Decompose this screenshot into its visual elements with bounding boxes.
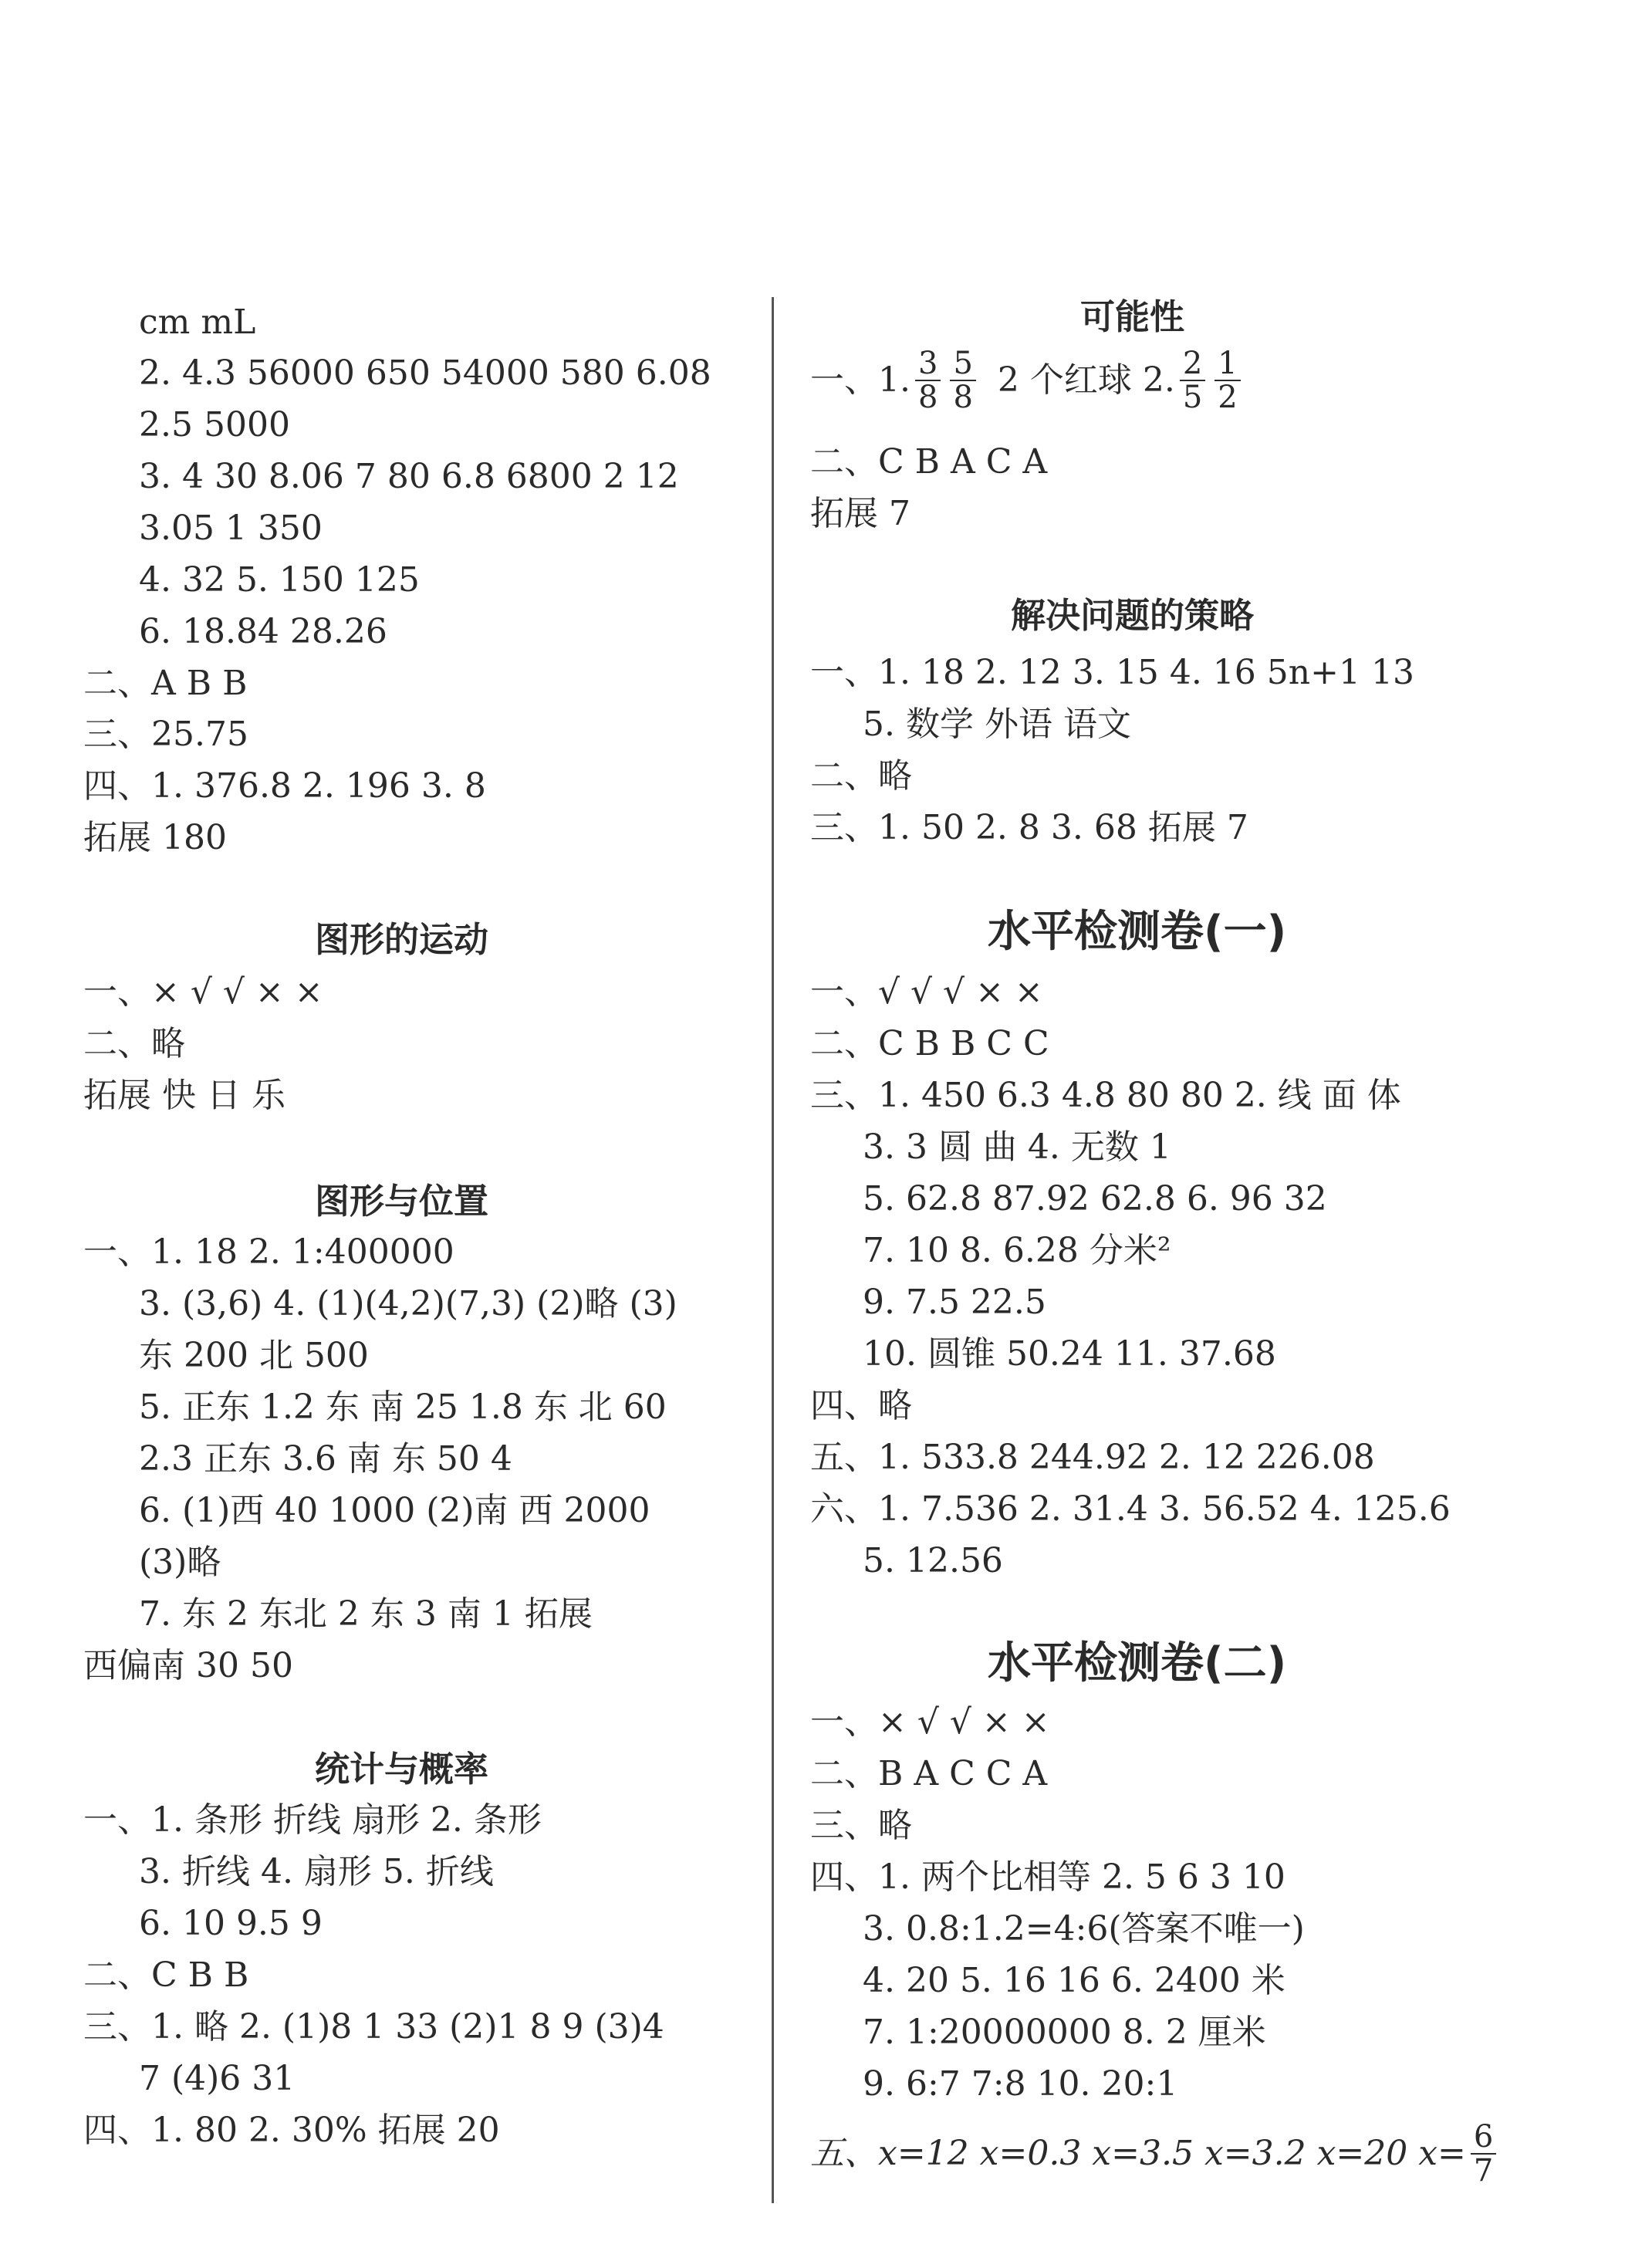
answer-line: 一、1. 18 2. 12 3. 15 4. 16 5n+1 13: [810, 653, 1414, 692]
answer-line: 7. 1:20000000 8. 2 厘米: [863, 2013, 1266, 2052]
column-divider: [772, 297, 774, 2203]
answer-line: 拓展 快 日 乐: [83, 1076, 285, 1115]
answer-line: 二、C B A C A: [810, 442, 1048, 482]
fraction: $\frac{1}{2}$: [1215, 347, 1240, 414]
answer-line: 6. (1)西 40 1000 (2)南 西 2000: [139, 1491, 650, 1530]
section-title-possibility: 可能性: [1080, 296, 1185, 337]
answer-line: 5. 12.56: [863, 1541, 1003, 1580]
fraction: $\frac{2}{5}$: [1180, 347, 1205, 414]
answer-line: 二、略: [810, 756, 912, 796]
section-title-test-2: 水平检测卷(二): [988, 1638, 1287, 1688]
fraction: $\frac{5}{8}$: [950, 347, 975, 414]
answer-line: 西偏南 30 50: [83, 1646, 293, 1685]
answer-line: 拓展 180: [83, 818, 227, 857]
answer-line: 6. 10 9.5 9: [139, 1904, 323, 1943]
answer-line: 3. 4 30 8.06 7 80 6.8 6800 2 12: [139, 457, 679, 496]
answer-line: 二、C B B C C: [810, 1024, 1049, 1063]
answer-line: 一、× √ √ × ×: [810, 1702, 1050, 1742]
section-title-stats: 统计与概率: [315, 1749, 489, 1790]
answer-line: 一、√ √ √ × ×: [810, 972, 1043, 1012]
answer-line: 四、1. 两个比相等 2. 5 6 3 10: [810, 1857, 1285, 1897]
answer-line: 2. 4.3 56000 650 54000 580 6.08: [139, 353, 711, 393]
answer-line: 3. 0.8:1.2=4:6(答案不唯一): [863, 1909, 1305, 1949]
answer-line: 二、略: [83, 1024, 185, 1063]
answer-text: 2 个红球 2.: [997, 360, 1175, 400]
answer-line: 四、1. 376.8 2. 196 3. 8: [83, 766, 486, 806]
fraction: $\frac{6}{7}$: [1471, 2121, 1496, 2187]
answer-line: 3. 折线 4. 扇形 5. 折线: [139, 1852, 494, 1891]
answer-line-equations: [810, 2121, 1501, 2187]
answer-line: 5. 正东 1.2 东 南 25 1.8 东 北 60: [139, 1388, 667, 1427]
answer-line: 三、略: [810, 1806, 912, 1845]
answer-line: 三、25.75: [83, 715, 248, 754]
answer-line: 五、1. 533.8 244.92 2. 12 226.08: [810, 1438, 1375, 1477]
answer-line: 4. 32 5. 150 125: [139, 560, 420, 600]
answer-line: 三、1. 略 2. (1)8 1 33 (2)1 8 9 (3)4: [83, 2007, 664, 2047]
answer-line: 三、1. 450 6.3 4.8 80 80 2. 线 面 体: [810, 1076, 1401, 1115]
section-title-strategy: 解决问题的策略: [1011, 595, 1255, 636]
answer-line: 3. 3 圆 曲 4. 无数 1: [863, 1127, 1171, 1167]
answer-line: 5. 62.8 87.92 62.8 6. 96 32: [863, 1179, 1327, 1219]
answer-line: 拓展 7: [810, 494, 910, 533]
answer-line: 一、1. 18 2. 1:400000: [83, 1232, 454, 1272]
answer-line: 2.5 5000: [139, 405, 290, 444]
answer-line-fractions: [810, 347, 1245, 414]
answer-line: 三、1. 50 2. 8 3. 68 拓展 7: [810, 808, 1248, 847]
answer-line: 9. 7.5 22.5: [863, 1283, 1046, 1322]
answer-line: 7 (4)6 31: [139, 2059, 296, 2098]
answer-line: 一、× √ √ × ×: [83, 972, 323, 1012]
answer-text: 五、x=12 x=0.3 x=3.5 x=3.2 x=20 x=: [810, 2134, 1466, 2173]
answer-line: 7. 10 8. 6.28 分米²: [863, 1231, 1171, 1270]
answer-line: 4. 20 5. 16 16 6. 2400 米: [863, 1961, 1285, 2000]
answer-line: 二、B A C C A: [810, 1754, 1048, 1793]
answer-line: 7. 东 2 东北 2 东 3 南 1 拓展: [139, 1594, 593, 1634]
section-title-position: 图形与位置: [315, 1181, 489, 1222]
question-label: 一、1.: [810, 360, 910, 400]
answer-line: 10. 圆锥 50.24 11. 37.68: [863, 1334, 1276, 1374]
answer-line: 六、1. 7.536 2. 31.4 3. 56.52 4. 125.6: [810, 1489, 1451, 1529]
section-title-test-1: 水平检测卷(一): [988, 907, 1287, 957]
fraction: $\frac{3}{8}$: [915, 347, 941, 414]
answer-line: cm mL: [139, 303, 256, 342]
answer-line: 6. 18.84 28.26: [139, 612, 387, 651]
answer-line: 二、A B B: [83, 664, 248, 703]
section-title-motion: 图形的运动: [315, 919, 489, 960]
answer-line: 二、C B B: [83, 1955, 249, 1995]
answer-line: 3.05 1 350: [139, 509, 323, 548]
answer-line: 一、1. 条形 折线 扇形 2. 条形: [83, 1800, 542, 1840]
answer-line: 2.3 正东 3.6 南 东 50 4: [139, 1439, 512, 1479]
answer-line: 东 200 北 500: [139, 1336, 369, 1375]
answer-line: 5. 数学 外语 语文: [863, 705, 1131, 744]
answer-line: 四、1. 80 2. 30% 拓展 20: [83, 2111, 500, 2150]
answer-line: 3. (3,6) 4. (1)(4,2)(7,3) (2)略 (3): [139, 1284, 677, 1323]
answer-line: (3)略: [139, 1543, 221, 1582]
answer-line: 9. 6:7 7:8 10. 20:1: [863, 2064, 1178, 2104]
answer-line: 四、略: [810, 1386, 912, 1425]
